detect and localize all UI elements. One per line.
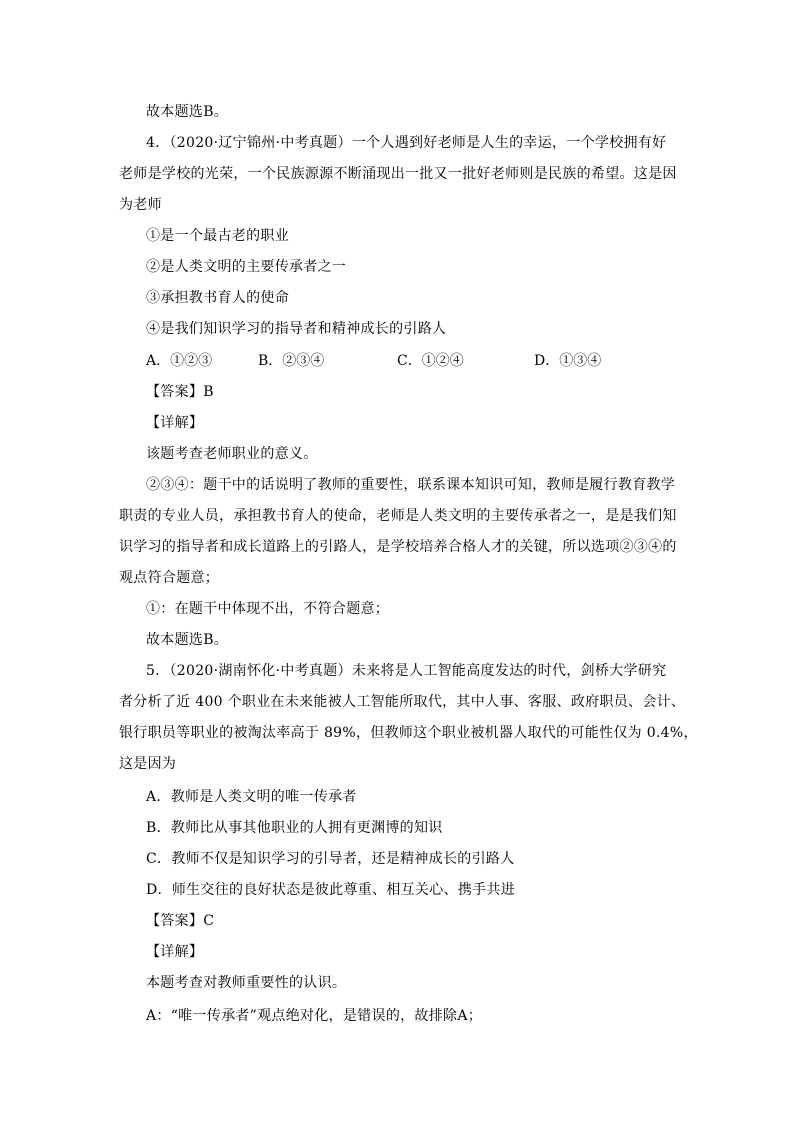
q5-option-c: C．教师不仅是知识学习的引导者，还是精神成长的引路人 [146,851,515,867]
q5-option-d: D．师生交往的良好状态是彼此尊重、相互关心、携手共进 [146,882,516,898]
q5-answer: 【答案】C [146,913,215,929]
q5-detail-a: A：“唯一传承者”观点绝对化，是错误的，故排除A； [146,1008,483,1024]
q4-option-c: C．①②④ [397,353,464,369]
q4-option-a: A．①②③ [146,353,213,369]
q5-detail-intro: 本题考查对教师重要性的认识。 [146,975,347,991]
q4-detail-line-3: 识学习的指导者和成长道路上的引路人，是学校培养合格人才的关键，所以选项②③④的 [119,539,677,555]
q4-detail-intro: 该题考查老师职业的意义。 [146,446,318,462]
q5-detail-heading: 【详解】 [146,944,204,960]
q4-detail-line-5: ①：在题干中体现不出，不符合题意； [146,601,390,617]
q4-detail-line-2: 职责的专业人员，承担教书育人的使命，老师是人类文明的主要传承者之一，是是我们知 [119,508,677,524]
q4-option-b: B．②③④ [258,353,325,369]
q4-detail-line-1: ②③④：题干中的话说明了教师的重要性，联系课本知识可知，教师是履行教育教学 [146,477,676,493]
q5-stem-line-1: 5．（2020·湖南怀化·中考真题）未来将是人工智能高度发达的时代，剑桥大学研究 [146,663,667,679]
q5-option-a: A．教师是人类文明的唯一传承者 [146,789,357,805]
q5-option-b: B．教师比从事其他职业的人拥有更渊博的知识 [146,820,443,836]
q5-stem-line-4: 这是因为 [119,756,177,772]
q4-stem-line-3: 为老师 [119,197,162,213]
q4-detail-heading: 【详解】 [146,415,204,431]
q4-option-d: D．①③④ [534,353,602,369]
q4-statement-1: ①是一个最古老的职业 [146,228,289,244]
q4-statement-4: ④是我们知识学习的指导者和精神成长的引路人 [146,321,447,337]
q5-stem-line-3: 银行职员等职业的被淘汰率高于 89%，但教师这个职业被机器人取代的可能性仅为 0.4%， [119,725,698,741]
q4-stem-line-2: 老师是学校的光荣，一个民族源源不断涌现出一批又一批好老师则是民族的希望。这是因 [119,166,677,182]
q4-stem-line-1: 4．（2020·辽宁锦州·中考真题）一个人遇到好老师是人生的幸运，一个学校拥有好 [146,135,667,151]
q4-conclusion: 故本题选B。 [146,632,229,648]
q4-answer: 【答案】B [146,384,214,400]
q4-detail-line-4: 观点符合题意； [119,570,220,586]
q4-statement-3: ③承担教书育人的使命 [146,290,289,306]
q4-statement-2: ②是人类文明的主要传承者之一 [146,259,347,275]
q3-conclusion: 故本题选B。 [146,104,229,120]
q5-stem-line-2: 者分析了近 400 个职业在未来能被人工智能所取代，其中人事、客服、政府职员、会计、 [119,694,686,710]
